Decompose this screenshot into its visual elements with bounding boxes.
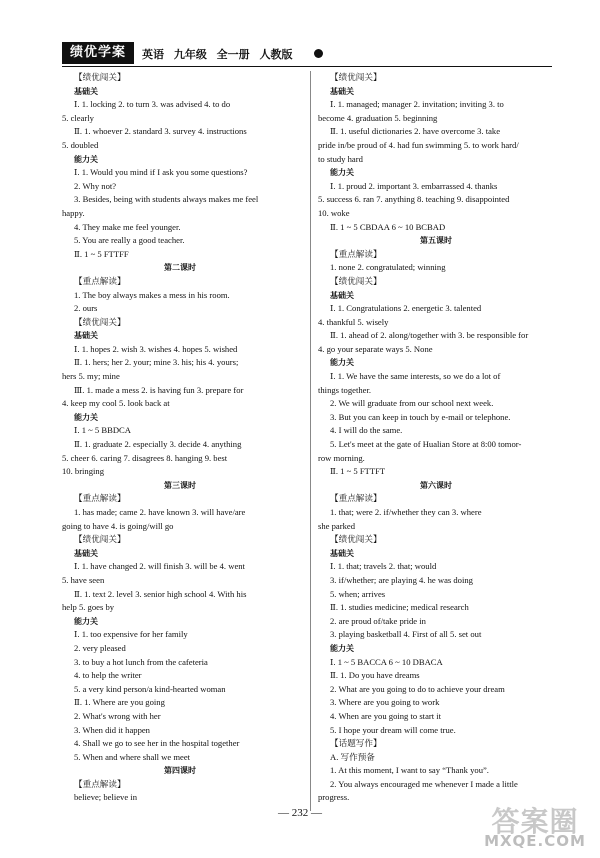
answer-line: 5. Let's meet at the gate of Hualian Store at 8:00 tomor- xyxy=(330,439,522,450)
answer-line: help 5. goes by xyxy=(62,602,115,613)
left-column xyxy=(62,71,298,805)
answer-line: Ⅱ. 1. text 2. level 3. senior high school 4. With his xyxy=(74,588,247,599)
answer-line: 1. At this moment, I want to say “Thank you”. xyxy=(330,765,489,776)
answer-line: 3. But you can keep in touch by e-mail or telephone. xyxy=(330,411,511,422)
answer-line: 第二课时 xyxy=(164,263,196,273)
answer-line: she parked xyxy=(318,520,355,531)
answer-line: 4. to help the writer xyxy=(74,670,142,681)
answer-line: 5. when; arrives xyxy=(330,588,386,599)
page-number: — 232 — xyxy=(278,807,322,819)
book-logo: 绩优学案 xyxy=(62,42,134,64)
watermark xyxy=(480,800,590,852)
answer-line: 2. What are you going to do to achieve your dream xyxy=(330,683,505,694)
header-rule xyxy=(62,66,552,67)
answer-line: 第六课时 xyxy=(420,480,452,490)
answer-line: Ⅰ. 1. have changed 2. will finish 3. will be 4. went xyxy=(74,561,245,572)
answer-line: pride in/be proud of 4. had fun swimming 5. to work hard/ xyxy=(318,139,519,150)
answer-line: Ⅱ. 1 ~ 5 FTTFT xyxy=(330,466,386,477)
answer-line: 能力关 xyxy=(74,154,98,164)
answer-line: progress. xyxy=(318,792,350,803)
answer-line: 2. are proud of/take pride in xyxy=(330,615,426,626)
answer-line: 3. When did it happen xyxy=(74,724,150,735)
answer-line: 2. You always encouraged me whenever I made a little xyxy=(330,778,518,789)
answer-line: 5. success 6. ran 7. anything 8. teaching 9. disappointed xyxy=(318,194,510,205)
answer-line: Ⅰ. 1. that; travels 2. that; would xyxy=(330,561,437,572)
header-title: 英语 九年级 全一册 人教版 xyxy=(142,48,293,61)
answer-line: 3. Besides, being with students always makes me feel xyxy=(74,194,259,205)
answer-line: 能力关 xyxy=(330,643,354,653)
answer-line: Ⅱ. 1. useful dictionaries 2. have overcome 3. take xyxy=(330,126,501,137)
answer-line: Ⅱ. 1. Do you have dreams xyxy=(330,670,420,681)
answer-line: 5. When and where shall we meet xyxy=(74,751,191,762)
column-divider xyxy=(310,71,311,811)
answer-line: Ⅱ. 1. Where are you going xyxy=(74,697,165,708)
answer-line: Ⅲ. 1. made a mess 2. is having fun 3. prepare for xyxy=(74,384,244,395)
answer-line: Ⅰ. 1. locking 2. to turn 3. was advised 4. to do xyxy=(74,99,231,110)
right-column xyxy=(318,71,554,805)
answer-line: 5. You are really a good teacher. xyxy=(74,235,185,246)
answer-line: row morning. xyxy=(318,452,365,463)
answer-line: 【重点解读】 xyxy=(74,493,126,504)
answer-line: 10. woke xyxy=(318,207,350,218)
answer-line: 4. thankful 5. wisely xyxy=(318,316,389,327)
answer-line: 基础关 xyxy=(330,86,354,96)
answer-line: Ⅱ. 1 ~ 5 FTTFF xyxy=(74,248,129,259)
answer-line: Ⅰ. 1. Would you mind if I ask you some questions? xyxy=(74,167,248,178)
answer-line: going to have 4. is going/will go xyxy=(62,520,174,531)
answer-line: 第五课时 xyxy=(420,236,452,246)
answer-line: 1. none 2. congratulated; winning xyxy=(330,262,446,273)
answer-line: 5. doubled xyxy=(62,139,99,150)
answer-line: 【重点解读】 xyxy=(74,275,126,286)
answer-line: 1. has made; came 2. have known 3. will have/are xyxy=(74,507,246,517)
answer-line: 【绩优闯关】 xyxy=(330,534,382,545)
answer-line: 第四课时 xyxy=(164,766,196,776)
answer-line: 【绩优闯关】 xyxy=(74,316,126,327)
answer-line: 4. They make me feel younger. xyxy=(74,221,181,232)
answer-line: 基础关 xyxy=(74,86,98,96)
answer-line: Ⅱ. 1. graduate 2. especially 3. decide 4. anything xyxy=(74,439,242,450)
answer-line: 1. The boy always makes a mess in his room. xyxy=(74,289,230,300)
answer-line: 3. to buy a hot lunch from the cafeteria xyxy=(74,656,208,667)
answer-line: Ⅱ. 1. whoever 2. standard 3. survey 4. instructions xyxy=(74,126,247,137)
answer-line: 第三课时 xyxy=(164,480,196,490)
answer-line: 10. bringing xyxy=(62,466,105,477)
answer-line: A. 写作预备 xyxy=(330,751,375,762)
answer-line: 2. Why not? xyxy=(74,180,117,191)
answer-line: 3. if/whether; are playing 4. he was doing xyxy=(330,574,473,585)
answer-line: things together. xyxy=(318,384,371,395)
answer-line: to study hard xyxy=(318,153,363,164)
answer-line: 【绩优闯关】 xyxy=(330,72,382,82)
answer-line: 4. Shall we go to see her in the hospital together xyxy=(74,738,240,749)
answer-line: 能力关 xyxy=(74,412,98,422)
answer-line: Ⅱ. 1 ~ 5 CBDAA 6 ~ 10 BCBAD xyxy=(330,221,446,232)
answer-line: Ⅰ. 1. Congratulations 2. energetic 3. talented xyxy=(330,303,482,314)
answer-line: Ⅱ. 1. studies medicine; medical research xyxy=(330,602,469,613)
answer-line: 基础关 xyxy=(330,290,354,300)
answer-line: 5. clearly xyxy=(62,112,94,123)
answer-line: Ⅱ. 1. ahead of 2. along/together with 3. be responsible for xyxy=(330,330,529,341)
answer-line: 3. Where are you going to work xyxy=(330,697,440,708)
answer-line: 5. I hope your dream will come true. xyxy=(330,724,456,735)
answer-line: 【话题写作】 xyxy=(330,738,382,749)
answer-line: 【重点解读】 xyxy=(330,493,382,504)
answer-line: 4. When are you going to start it xyxy=(330,710,442,721)
answer-line: hers 5. my; mine xyxy=(62,371,120,382)
answer-line: Ⅰ. 1. hopes 2. wish 3. wishes 4. hopes 5. wished xyxy=(74,343,238,354)
answer-line: Ⅰ. 1 ~ 5 BBDCA xyxy=(74,425,131,436)
answer-line: 2. We will graduate from our school next week. xyxy=(330,398,494,409)
watermark-logo-text: 答案圈 xyxy=(491,805,579,838)
answer-line: 5. a very kind person/a kind-hearted woman xyxy=(74,683,226,694)
answer-line: 4. go your separate ways 5. None xyxy=(318,343,433,354)
answer-line: 能力关 xyxy=(330,358,354,368)
answer-line: 【绩优闯关】 xyxy=(74,72,126,82)
watermark-url: MXQE.COM xyxy=(484,832,586,850)
answer-line: 1. that; were 2. if/whether they can 3. where xyxy=(330,507,482,517)
bullet-dot-icon xyxy=(314,49,323,58)
answer-line: 基础关 xyxy=(74,548,98,558)
answer-line: 5. cheer 6. caring 7. disagrees 8. hanging 9. best xyxy=(62,452,228,463)
answer-line: 【绩优闯关】 xyxy=(74,534,126,545)
answer-line: 5. have seen xyxy=(62,574,105,585)
answer-line: 【绩优闯关】 xyxy=(330,275,382,286)
answer-line: 能力关 xyxy=(330,168,354,178)
answer-line: Ⅰ. 1. We have the same interests, so we do a lot of xyxy=(330,371,501,382)
answer-line: 基础关 xyxy=(74,331,98,341)
answer-line: 2. What's wrong with her xyxy=(74,710,161,721)
answer-line: 4. I will do the same. xyxy=(330,425,403,436)
answer-line: Ⅰ. 1. managed; manager 2. invitation; inviting 3. to xyxy=(330,99,504,110)
answer-line: become 4. graduation 5. beginning xyxy=(318,112,438,123)
answer-line: 2. very pleased xyxy=(74,642,126,653)
answer-line: happy. xyxy=(62,207,85,218)
answer-line: believe; believe in xyxy=(74,792,137,803)
answer-line: 【重点解读】 xyxy=(330,248,382,259)
answer-line: 能力关 xyxy=(74,616,98,626)
answer-line: 2. ours xyxy=(74,303,98,314)
answer-line: Ⅰ. 1 ~ 5 BACCA 6 ~ 10 DBACA xyxy=(330,656,443,667)
answer-line: 3. playing basketball 4. First of all 5. set out xyxy=(330,629,482,640)
answer-line: 基础关 xyxy=(330,548,354,558)
answer-line: Ⅱ. 1. hers; her 2. your; mine 3. his; his 4. yours; xyxy=(74,357,239,368)
page-header xyxy=(62,38,552,68)
answer-line: 4. keep my cool 5. look back at xyxy=(62,398,170,409)
answer-line: Ⅰ. 1. proud 2. important 3. embarrassed 4. thanks xyxy=(330,180,498,191)
answer-line: 【重点解读】 xyxy=(74,778,126,789)
answer-line: Ⅰ. 1. too expensive for her family xyxy=(74,629,188,640)
